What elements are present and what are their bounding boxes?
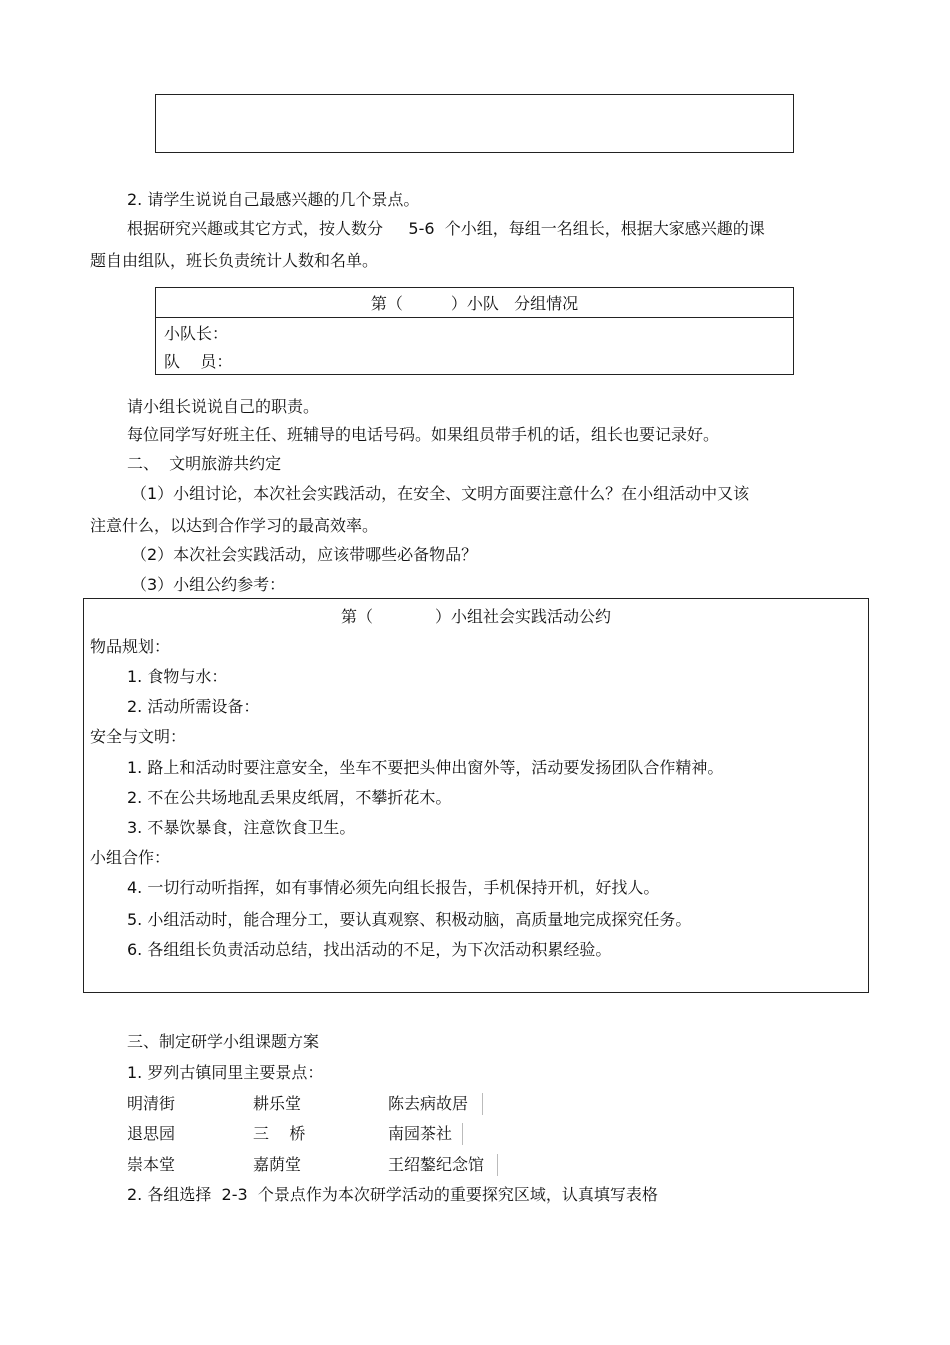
safety-item-2: 2. 不在公共场地乱丢果皮纸屑，不攀折花木。 — [127, 788, 452, 807]
question-1-line2: 注意什么，以达到合作学习的最高效率。 — [90, 516, 379, 535]
team-member-label: 队 员： — [164, 352, 233, 371]
section-3-heading: 三、制定研学小组课题方案 — [127, 1032, 320, 1051]
spot-cell: 三 桥 — [253, 1124, 306, 1143]
section-3-item-1: 1. 罗列古镇同里主要景点： — [127, 1063, 324, 1082]
question-3: （3）小组公约参考： — [131, 575, 286, 594]
spot-cell: 耕乐堂 — [253, 1094, 302, 1113]
team-table-title-suffix: ）小队 分组情况 — [450, 294, 579, 313]
goods-heading: 物品规划： — [90, 637, 171, 656]
convention-title-suffix: ）小组社会实践活动公约 — [435, 607, 612, 626]
team-table-divider — [156, 317, 793, 318]
cooperation-item-6: 6. 各组组长负责活动总结，找出活动的不足，为下次活动积累经验。 — [127, 940, 612, 959]
safety-item-3: 3. 不暴饮暴食，注意饮食卫生。 — [127, 818, 356, 837]
cooperation-item-4: 4. 一切行动听指挥，如有事情必须先向组长报告，手机保持开机，好找人。 — [127, 878, 660, 897]
convention-title — [84, 607, 868, 627]
question-1-line1: （1）小组讨论，本次社会实践活动，在安全、文明方面要注意什么？在小组活动中又该 — [131, 484, 750, 503]
section-3-item-2: 2. 各组选择 2-3 个景点作为本次研学活动的重要探究区域，认真填写表格 — [127, 1185, 658, 1204]
safety-item-1: 1. 路上和活动时要注意安全，坐车不要把头伸出窗外等，活动要发扬团队合作精神。 — [127, 758, 724, 777]
cooperation-item-5: 5. 小组活动时，能合理分工，要认真观察、积极动脑，高质量地完成探究任务。 — [127, 910, 692, 929]
spot-cell: 嘉荫堂 — [253, 1155, 302, 1174]
safety-heading: 安全与文明： — [90, 727, 187, 746]
leader-duty-line: 请小组长说说自己的职责。 — [127, 397, 320, 416]
top-empty-box — [155, 94, 794, 153]
goods-item-1: 1. 食物与水： — [127, 667, 228, 686]
team-table-title-prefix: 第（ — [370, 294, 403, 313]
convention-title-prefix: 第（ — [340, 607, 373, 626]
item-2-interesting-spots: 2. 请学生说说自己最感兴趣的几个景点。 — [127, 190, 420, 209]
grouping-paragraph-line1: 根据研究兴趣或其它方式，按人数分 5-6 个小组，每组一名组长，根据大家感兴趣的课 — [127, 219, 765, 238]
spot-row-divider — [462, 1123, 463, 1145]
team-grouping-table — [155, 287, 794, 375]
spot-row-divider — [497, 1154, 498, 1176]
section-2-heading: 二、 文明旅游共约定 — [127, 454, 282, 473]
goods-item-2: 2. 活动所需设备： — [127, 697, 260, 716]
grouping-paragraph-line2: 题自由组队，班长负责统计人数和名单。 — [90, 251, 379, 270]
convention-box — [83, 598, 869, 993]
spot-row-divider — [482, 1093, 483, 1115]
spot-cell: 退思园 — [127, 1124, 176, 1143]
spot-cell: 王绍鏊纪念馆 — [388, 1155, 485, 1174]
team-table-title — [156, 294, 793, 314]
cooperation-heading: 小组合作： — [90, 848, 171, 867]
team-leader-label: 小队长： — [164, 324, 229, 343]
spot-cell: 崇本堂 — [127, 1155, 176, 1174]
spot-cell: 陈去病故居 — [388, 1094, 469, 1113]
spot-cell: 明清街 — [127, 1094, 176, 1113]
spot-cell: 南园茶社 — [388, 1124, 453, 1143]
phone-number-line: 每位同学写好班主任、班辅导的电话号码。如果组员带手机的话，组长也要记录好。 — [127, 425, 720, 444]
question-2: （2）本次社会实践活动，应该带哪些必备物品？ — [131, 545, 478, 564]
